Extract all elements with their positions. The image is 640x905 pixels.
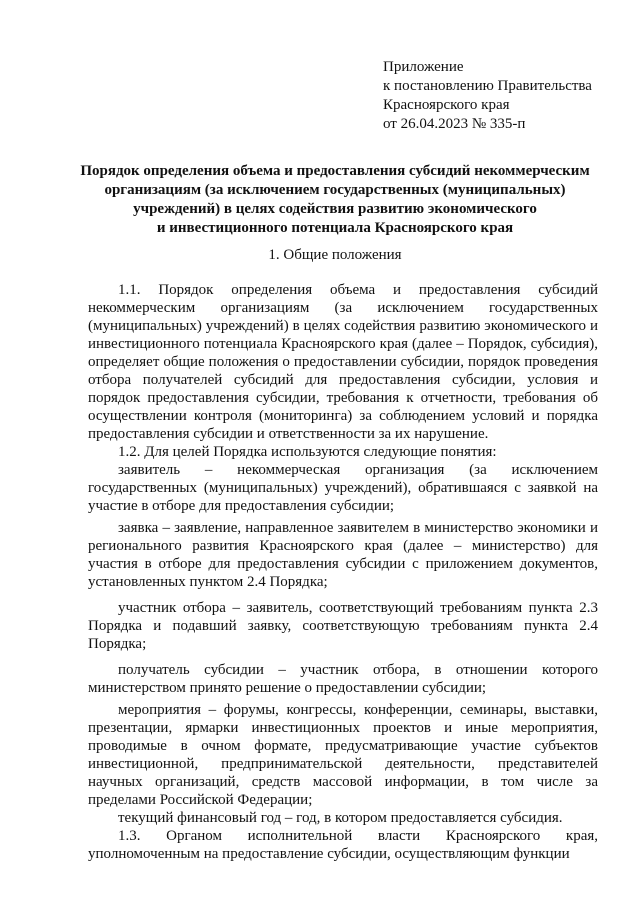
appendix-block xyxy=(383,58,592,134)
paragraph-application: заявка – заявление, направленное заявителем в министерство экономики и регионального развития Красноярского края (далее – министерство) для участия в отборе для предоставления субсидии с приложением документов, установленных пунктом 2.4 Порядка; xyxy=(88,520,598,590)
appendix-line: Приложение xyxy=(383,59,464,75)
appendix-date-number: от 26.04.2023 № 335-п xyxy=(383,116,526,132)
title-line: Порядок определения объема и предоставления субсидий некоммерческим xyxy=(80,163,590,179)
title-line: учреждений) в целях содействия развитию экономического xyxy=(133,201,537,217)
paragraph-recipient: получатель субсидии – участник отбора, в отношении которого министерством принято решение о предоставлении субсидии; xyxy=(88,662,598,696)
title-line: организациям (за исключением государственных (муниципальных) xyxy=(104,182,566,198)
paragraph-1-3: 1.3. Органом исполнительной власти Красноярского края, уполномоченным на предоставление субсидии, осуществляющим функции xyxy=(88,828,598,862)
paragraph-applicant: заявитель – некоммерческая организация (за исключением государственных (муниципальных) учреждений), обратившаяся с заявкой на участие в отборе для предоставления субсидии; xyxy=(88,462,598,514)
document-title xyxy=(70,162,600,238)
appendix-line: к постановлению Правительства xyxy=(383,78,592,94)
document-body xyxy=(88,281,598,863)
title-line: и инвестиционного потенциала Красноярского края xyxy=(156,220,514,236)
paragraph-1-2: 1.2. Для целей Порядка используются следующие понятия: xyxy=(118,444,497,460)
paragraph-participant: участник отбора – заявитель, соответствующий требованиям пункта 2.3 Порядка и подавший заявку, соответствующую требованиям пункта 2.4 Порядка; xyxy=(88,600,598,652)
paragraph-events: мероприятия – форумы, конгрессы, конференции, семинары, выставки, презентации, ярмарки инвестиционных проектов и иные мероприятия, проводимые в очном формате, предусматривающие участие субъектов инвестиционной, предпринимательской деятельности, представителей научных организаций, средств массовой информации, в том числе за пределами Российской Федерации; xyxy=(88,702,598,808)
appendix-line: Красноярского края xyxy=(383,97,510,113)
paragraph-1-1: 1.1. Порядок определения объема и предоставления субсидий некоммерческим организациям (за исключением государственных (муниципальных) учреждений) в целях содействия развитию экономического и инвестиционного потенциала Красноярского края (далее – Порядок, субсидия), определяет общие положения о предоставлении субсидии, порядок проведения отбора получателей субсидий для предоставления субсидии, условия и порядок предоставления субсидии, требования к отчетности, требования об осуществлении контроля (мониторинга) за соблюдением условий и порядка предоставления субсидии и ответственности за их нарушение. xyxy=(88,282,598,442)
section-heading: 1. Общие положения xyxy=(268,247,402,263)
paragraph-fiscal-year: текущий финансовый год – год, в котором предоставляется субсидия. xyxy=(118,810,563,826)
